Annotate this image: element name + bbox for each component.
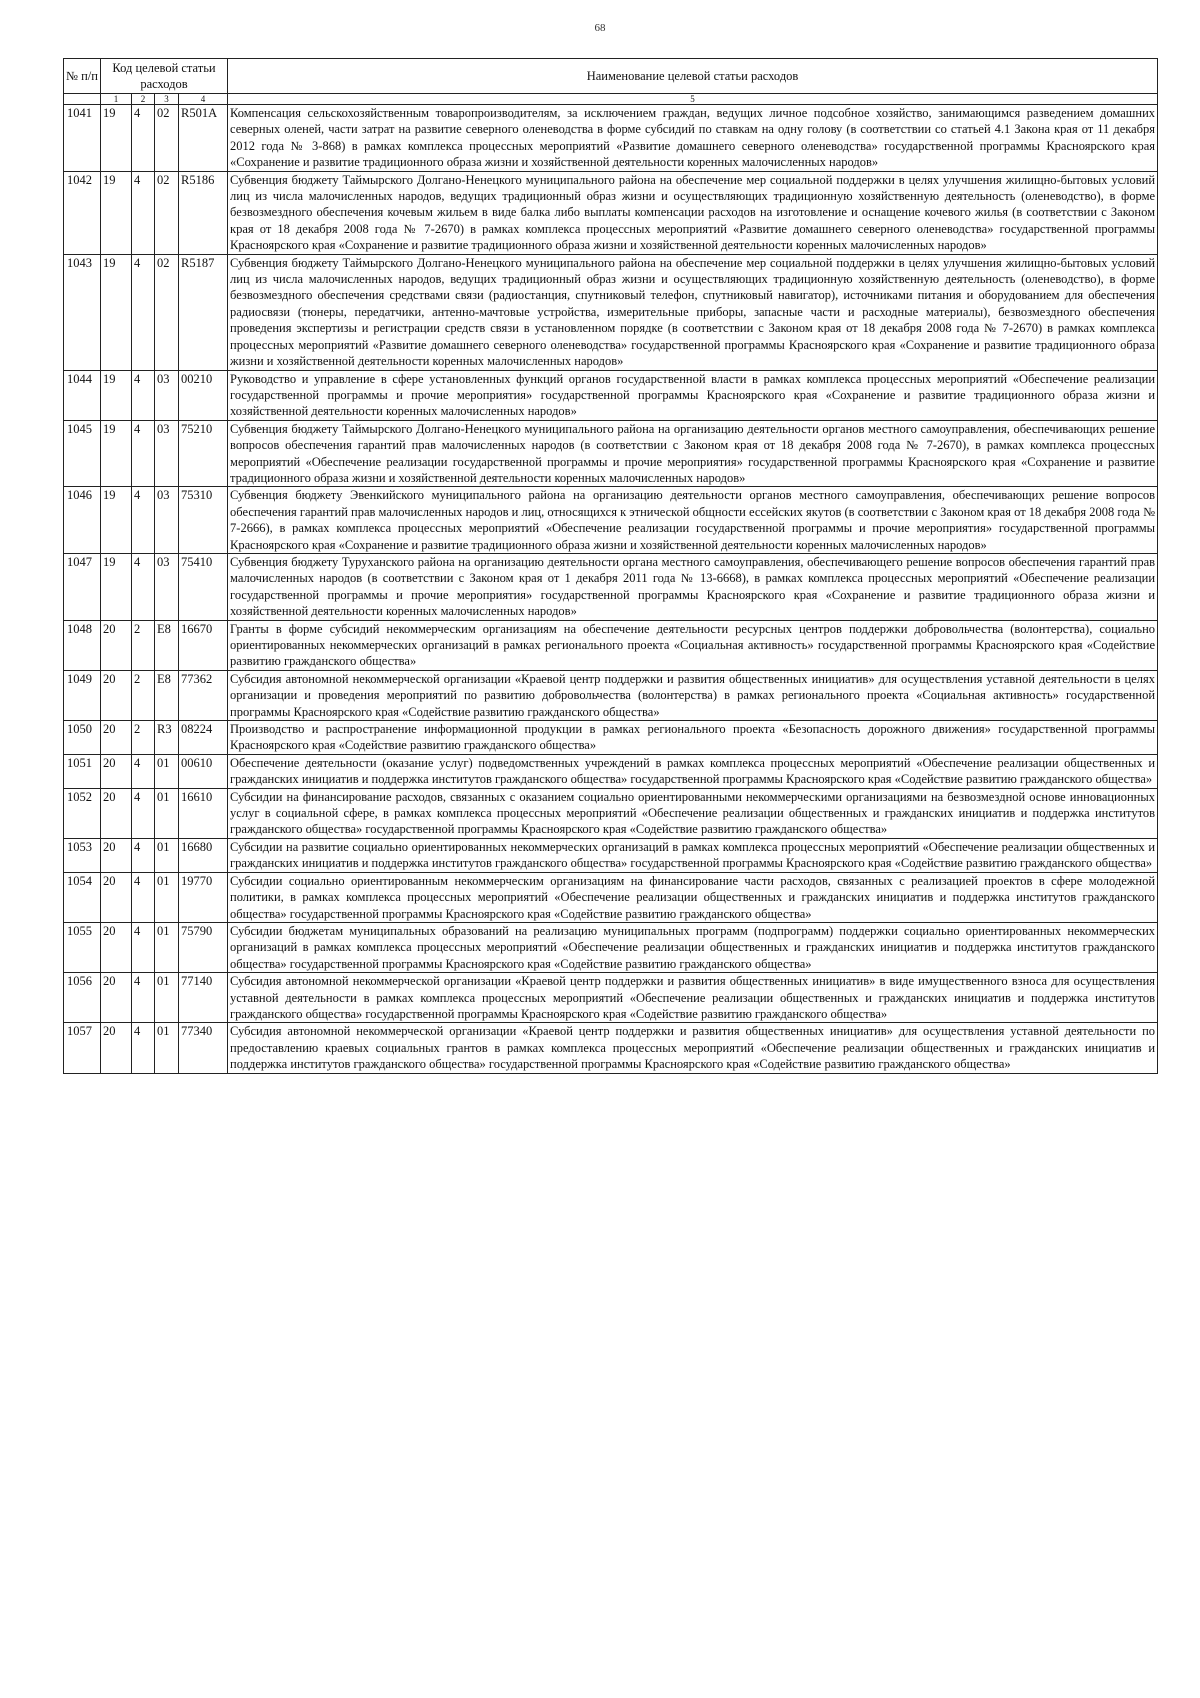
code-program: 20 — [101, 721, 132, 755]
article-name: Субсидия автономной некоммерческой организации «Краевой центр поддержки и развития общественных инициатив» в виде имущественного взноса для осуществления уставной деятельности в рамках комплекса процессных мероприятий «Обеспечение реализации общественных и гражданских инициатив и поддержка институтов гражданского общества» государственной программы Красноярского края «Содействие развитию гражданского общества» — [228, 973, 1158, 1023]
code-type: 2 — [132, 721, 155, 755]
code-type: 4 — [132, 370, 155, 420]
row-number: 1042 — [64, 171, 101, 254]
table-header-row — [64, 59, 1158, 94]
row-number: 1054 — [64, 872, 101, 922]
row-number: 1043 — [64, 254, 101, 370]
article-name: Субвенция бюджету Туруханского района на организацию деятельности органа местного самоуправления, обеспечивающего решение вопросов обеспечения гарантий прав малочисленных народов (в соответствии с Законом края от 1 декабря 2011 года № 13-6668), в рамках комплекса процессных мероприятий «Обеспечение реализации государственной программы и прочие мероприятия» государственной программы Красноярского края «Сохранение и развитие традиционного образа жизни и хозяйственной деятельности коренных малочисленных народов» — [228, 553, 1158, 620]
column-number: 2 — [132, 94, 155, 105]
code-structure: 01 — [155, 973, 179, 1023]
article-name: Обеспечение деятельности (оказание услуг) подведомственных учреждений в рамках комплекса процессных мероприятий «Обеспечение реализации общественных и гражданских инициатив и поддержка институтов гражданского общества» государственной программы Красноярского края «Содействие развитию гражданского общества» — [228, 754, 1158, 788]
code-direction: R5187 — [179, 254, 228, 370]
code-direction: 75790 — [179, 922, 228, 972]
code-direction: 00210 — [179, 370, 228, 420]
code-program: 19 — [101, 487, 132, 554]
code-type: 4 — [132, 788, 155, 838]
code-direction: 75410 — [179, 553, 228, 620]
code-program: 20 — [101, 973, 132, 1023]
table-row — [64, 1023, 1158, 1073]
row-number: 1045 — [64, 420, 101, 487]
code-program: 19 — [101, 420, 132, 487]
code-program: 20 — [101, 788, 132, 838]
code-structure: 01 — [155, 1023, 179, 1073]
article-name: Субсидии на развитие социально ориентированных некоммерческих организаций в рамках комплекса процессных мероприятий «Обеспечение реализации общественных и гражданских инициатив и поддержка институтов гражданского общества» государственной программы Красноярского края «Содействие развитию гражданского общества» — [228, 838, 1158, 872]
code-type: 4 — [132, 754, 155, 788]
code-program: 20 — [101, 1023, 132, 1073]
header-code: Код целевой статьи расходов — [101, 59, 228, 94]
row-number: 1056 — [64, 973, 101, 1023]
code-structure: 02 — [155, 254, 179, 370]
code-structure: 03 — [155, 487, 179, 554]
code-direction: 16680 — [179, 838, 228, 872]
budget-table-container — [63, 58, 1157, 1074]
code-type: 4 — [132, 838, 155, 872]
code-structure: 01 — [155, 872, 179, 922]
table-row — [64, 254, 1158, 370]
code-type: 4 — [132, 973, 155, 1023]
code-structure: E8 — [155, 620, 179, 670]
article-name: Гранты в форме субсидий некоммерческим организациям на обеспечение деятельности ресурсных центров поддержки добровольчества (волонтерства), социально ориентированных некоммерческих организаций в рамках регионального проекта «Социальная активность» государственной программы Красноярского края «Содействие развитию гражданского общества» — [228, 620, 1158, 670]
table-row — [64, 105, 1158, 172]
code-structure: 01 — [155, 754, 179, 788]
row-number: 1048 — [64, 620, 101, 670]
header-name: Наименование целевой статьи расходов — [228, 59, 1158, 94]
table-row — [64, 171, 1158, 254]
code-type: 2 — [132, 620, 155, 670]
article-name: Субсидия автономной некоммерческой организации «Краевой центр поддержки и развития общественных инициатив» для осуществления уставной деятельности в целях организации и проведения мероприятий по развитию добровольчества (волонтерства) в рамках регионального проекта «Социальная активность» государственной программы Красноярского края «Содействие развитию гражданского общества» — [228, 670, 1158, 720]
code-direction: 77140 — [179, 973, 228, 1023]
article-name: Компенсация сельскохозяйственным товаропроизводителям, за исключением граждан, ведущих личное подсобное хозяйство, занимающимся разведением домашних северных оленей, части затрат на развитие северного оленеводства в форме субсидий по ставкам на одну голову (в соответствии со статьей 4.1 Закона края от 11 декабря 2012 года № 3-868) в рамках комплекса процессных мероприятий «Развитие домашнего северного оленеводства» государственной программы Красноярского края «Сохранение и развитие традиционного образа жизни и хозяйственной деятельности коренных малочисленных народов» — [228, 105, 1158, 172]
row-number: 1044 — [64, 370, 101, 420]
code-program: 19 — [101, 254, 132, 370]
row-number: 1057 — [64, 1023, 101, 1073]
code-structure: 02 — [155, 171, 179, 254]
column-numbers-row — [64, 94, 1158, 105]
code-direction: 75210 — [179, 420, 228, 487]
article-name: Субвенция бюджету Таймырского Долгано-Ненецкого муниципального района на организацию деятельности органов местного самоуправления, обеспечивающих решение вопросов обеспечения гарантий прав малочисленных народов (в соответствии с Законом края от 18 декабря 2008 года № 7-2670), в рамках комплекса процессных мероприятий «Обеспечение реализации государственной программы и прочие мероприятия» государственной программы Красноярского края «Сохранение и развитие традиционного образа жизни и хозяйственной деятельности коренных малочисленных народов» — [228, 420, 1158, 487]
table-row — [64, 670, 1158, 720]
code-direction: 16670 — [179, 620, 228, 670]
article-name: Субвенция бюджету Таймырского Долгано-Ненецкого муниципального района на обеспечение мер социальной поддержки в целях улучшения жилищно-бытовых условий лиц из числа малочисленных народов, ведущих традиционный образ жизни и осуществляющих традиционную хозяйственную деятельность (оленеводство), в форме безвозмездного обеспечения кочевым жильем в виде балка либо выплаты компенсации расходов на изготовление и оснащение кочевого жилья (в соответствии с Законом края от 18 декабря 2008 года № 7-2670) в рамках комплекса процессных мероприятий «Развитие домашнего северного оленеводства» государственной программы Красноярского края «Сохранение и развитие традиционного образа жизни и хозяйственной деятельности коренных малочисленных народов» — [228, 171, 1158, 254]
column-number: 4 — [179, 94, 228, 105]
row-number: 1055 — [64, 922, 101, 972]
table-row — [64, 620, 1158, 670]
table-row — [64, 973, 1158, 1023]
code-type: 4 — [132, 254, 155, 370]
row-number: 1047 — [64, 553, 101, 620]
code-type: 4 — [132, 1023, 155, 1073]
table-row — [64, 838, 1158, 872]
row-number: 1046 — [64, 487, 101, 554]
article-name: Субсидия автономной некоммерческой организации «Краевой центр поддержки и развития общественных инициатив» для осуществления уставной деятельности по предоставлению краевых социальных грантов в рамках комплекса процессных мероприятий «Обеспечение реализации общественных и гражданских инициатив и поддержка институтов гражданского общества» государственной программы Красноярского края «Содействие развитию гражданского общества» — [228, 1023, 1158, 1073]
table-row — [64, 922, 1158, 972]
code-direction: R501A — [179, 105, 228, 172]
code-structure: 01 — [155, 922, 179, 972]
code-type: 4 — [132, 872, 155, 922]
column-number: 1 — [101, 94, 132, 105]
column-number: 5 — [228, 94, 1158, 105]
code-structure: 01 — [155, 838, 179, 872]
table-row — [64, 788, 1158, 838]
code-direction: R5186 — [179, 171, 228, 254]
article-name: Субвенция бюджету Таймырского Долгано-Ненецкого муниципального района на обеспечение мер социальной поддержки в целях улучшения жилищно-бытовых условий лиц из числа малочисленных народов, ведущих традиционный образ жизни и осуществляющих традиционную хозяйственную деятельность (оленеводство), в форме безвозмездного обеспечения средствами связи (радиостанция, спутниковый телефон, спутниковый навигатор), источниками питания и оборудованием для обеспечения радиосвязи (тюнеры, передатчики, антенно-мачтовые устройства, измерительные приборы, запасные части и расходные материалы), безвозмездного обеспечения проведения экспертизы и регистрации средств связи в установленном порядке (в соответствии с Законом края от 18 декабря 2008 года № 7-2670) в рамках комплекса процессных мероприятий «Развитие домашнего северного оленеводства» государственной программы Красноярского края «Сохранение и развитие традиционного образа жизни и хозяйственной деятельности коренных малочисленных народов» — [228, 254, 1158, 370]
code-program: 19 — [101, 370, 132, 420]
article-name: Субсидии социально ориентированным некоммерческим организациям на финансирование части расходов, связанных с реализацией проектов в сфере молодежной политики, в рамках комплекса процессных мероприятий «Обеспечение реализации общественных и гражданских инициатив и поддержка институтов гражданского общества» государственной программы Красноярского края «Содействие развитию гражданского общества» — [228, 872, 1158, 922]
code-structure: 03 — [155, 553, 179, 620]
code-program: 20 — [101, 872, 132, 922]
code-program: 19 — [101, 105, 132, 172]
code-structure: 03 — [155, 370, 179, 420]
code-type: 4 — [132, 922, 155, 972]
table-row — [64, 487, 1158, 554]
row-number: 1053 — [64, 838, 101, 872]
code-program: 20 — [101, 838, 132, 872]
budget-articles-table — [63, 58, 1158, 1074]
table-body — [64, 105, 1158, 1074]
article-name: Субсидии бюджетам муниципальных образований на реализацию муниципальных программ (подпрограмм) поддержки социально ориентированных некоммерческих организаций в рамках комплекса процессных мероприятий «Обеспечение реализации общественных и гражданских инициатив и поддержка институтов гражданского общества» государственной программы Красноярского края «Содействие развитию гражданского общества» — [228, 922, 1158, 972]
table-row — [64, 872, 1158, 922]
table-row — [64, 370, 1158, 420]
code-direction: 00610 — [179, 754, 228, 788]
code-structure: E8 — [155, 670, 179, 720]
article-name: Руководство и управление в сфере установленных функций органов государственной власти в рамках комплекса процессных мероприятий «Обеспечение реализации государственной программы и прочие мероприятия» государственной программы Красноярского края «Сохранение и развитие традиционного образа жизни и хозяйственной деятельности коренных малочисленных народов» — [228, 370, 1158, 420]
code-type: 4 — [132, 171, 155, 254]
code-structure: 03 — [155, 420, 179, 487]
code-direction: 75310 — [179, 487, 228, 554]
article-name: Производство и распространение информационной продукции в рамках регионального проекта «Безопасность дорожного движения» государственной программы Красноярского края «Содействие развитию гражданского общества» — [228, 721, 1158, 755]
code-program: 20 — [101, 620, 132, 670]
row-number: 1051 — [64, 754, 101, 788]
table-row — [64, 721, 1158, 755]
code-type: 2 — [132, 670, 155, 720]
code-type: 4 — [132, 105, 155, 172]
code-direction: 19770 — [179, 872, 228, 922]
code-type: 4 — [132, 420, 155, 487]
table-row — [64, 754, 1158, 788]
code-direction: 16610 — [179, 788, 228, 838]
column-number: 3 — [155, 94, 179, 105]
code-direction: 77362 — [179, 670, 228, 720]
row-number: 1049 — [64, 670, 101, 720]
code-program: 19 — [101, 553, 132, 620]
column-number-blank — [64, 94, 101, 105]
code-program: 20 — [101, 754, 132, 788]
code-direction: 77340 — [179, 1023, 228, 1073]
code-type: 4 — [132, 487, 155, 554]
code-program: 19 — [101, 171, 132, 254]
article-name: Субсидии на финансирование расходов, связанных с оказанием социально ориентированными некоммерческими организациями на безвозмездной основе инновационных услуг в социальной сфере, в рамках комплекса процессных мероприятий «Обеспечение реализации общественных и гражданских инициатив и поддержка институтов гражданского общества» государственной программы Красноярского края «Содействие развитию гражданского общества» — [228, 788, 1158, 838]
article-name: Субвенция бюджету Эвенкийского муниципального района на организацию деятельности органов местного самоуправления, обеспечивающих решение вопросов обеспечения гарантий прав малочисленных народов и лиц, относящихся к этнической общности ессейских якутов (в соответствии с Законом края от 18 декабря 2008 года № 7-2666), в рамках комплекса процессных мероприятий «Обеспечение реализации государственной программы и прочие мероприятия» государственной программы Красноярского края «Сохранение и развитие традиционного образа жизни и хозяйственной деятельности коренных малочисленных народов» — [228, 487, 1158, 554]
table-row — [64, 553, 1158, 620]
code-structure: 01 — [155, 788, 179, 838]
code-direction: 08224 — [179, 721, 228, 755]
row-number: 1052 — [64, 788, 101, 838]
code-structure: 02 — [155, 105, 179, 172]
row-number: 1050 — [64, 721, 101, 755]
code-type: 4 — [132, 553, 155, 620]
code-structure: R3 — [155, 721, 179, 755]
table-row — [64, 420, 1158, 487]
page-number: 68 — [594, 22, 606, 34]
code-program: 20 — [101, 670, 132, 720]
row-number: 1041 — [64, 105, 101, 172]
code-program: 20 — [101, 922, 132, 972]
header-num: № п/п — [64, 59, 101, 94]
